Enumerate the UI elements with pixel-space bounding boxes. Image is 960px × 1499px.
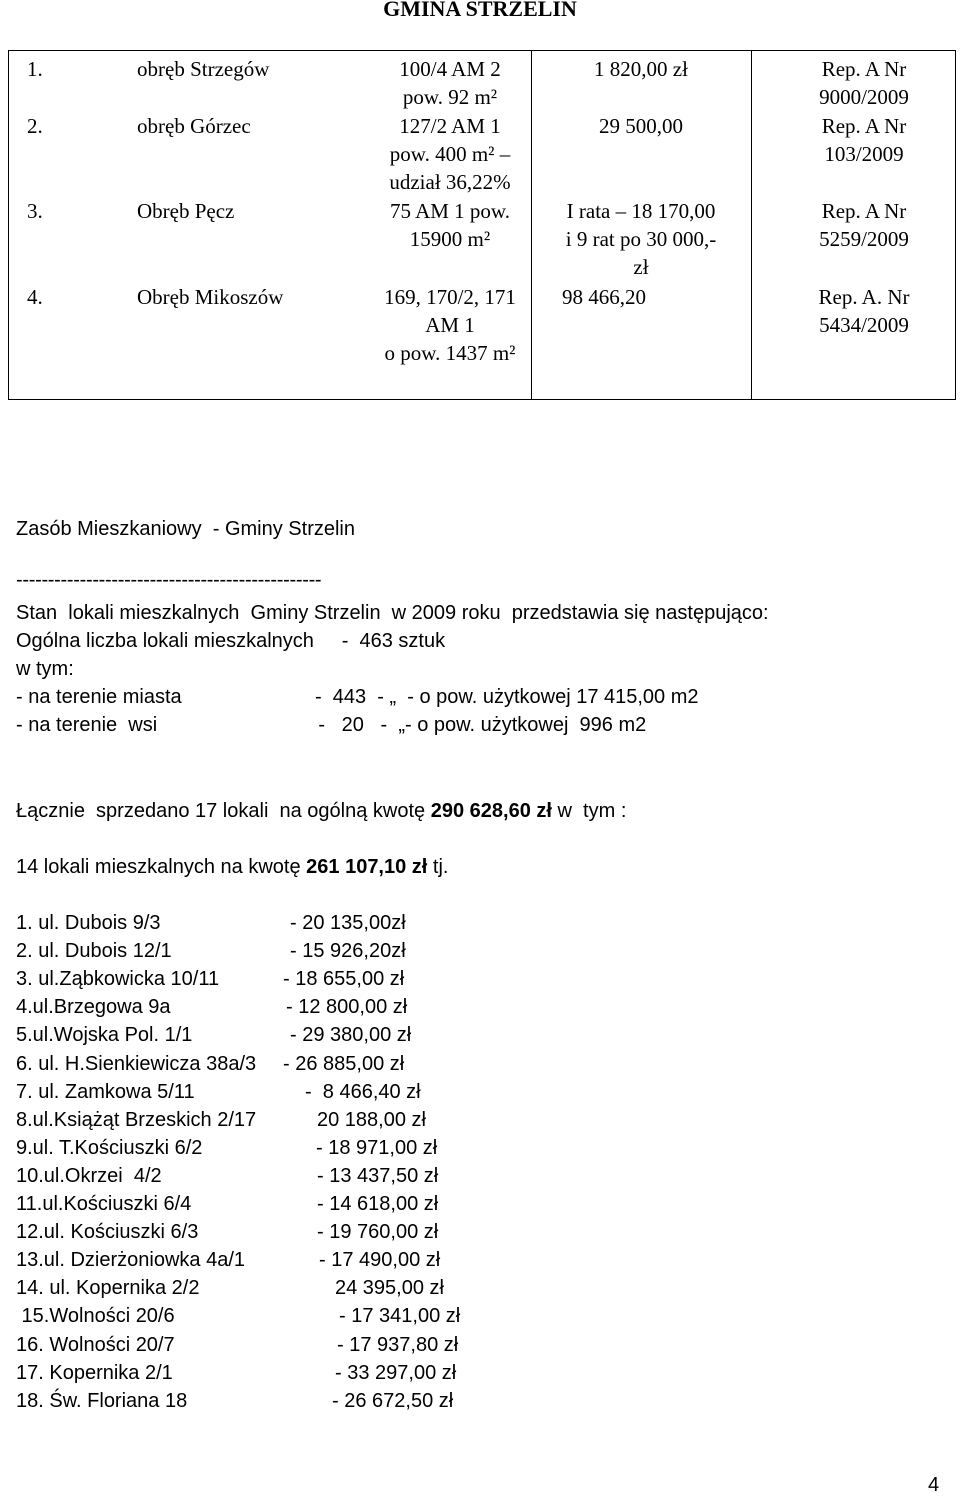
sale-item-amount: - 26 885,00 zł [283,1052,405,1075]
plot-line: pow. 400 m² – [389,142,511,166]
page-number: 4 [928,1474,940,1496]
table-divider [531,51,532,399]
row-number: 4. [27,285,43,309]
rep-line: Rep. A Nr [821,114,907,138]
sale-item-amount: - 19 760,00 zł [317,1221,439,1244]
place-name: Obręb Pęcz [137,199,235,223]
housing-text-line: Ogólna liczba lokali mieszkalnych - 463 sztuk [16,630,446,652]
plot-line: AM 1 [425,313,475,337]
sale-item-amount: - 8 466,40 zł [305,1080,421,1103]
sale-item-amount: - 29 380,00 zł [290,1024,412,1047]
row-number: 2. [27,114,43,138]
rep-line: Rep. A Nr [821,199,907,223]
sale-item-amount: - 26 672,50 zł [332,1389,454,1412]
sale-item-label: 16. Wolności 20/7 [16,1333,175,1356]
sale-item-label: 15.Wolności 20/6 [16,1305,175,1328]
price-line: 98 466,20 [562,285,646,309]
summary-text: w tym : [551,800,627,822]
housing-text-line: - na terenie miasta - 443 - „ - o pow. użytkowej 17 415,00 m2 [16,686,699,708]
housing-text-line: w tym: [16,658,74,680]
plot-line: pow. 92 m² [402,85,498,109]
sale-item-label: 17. Kopernika 2/1 [16,1361,173,1384]
sale-item-amount: - 18 655,00 zł [283,968,405,991]
document-title: GMINA STRZELIN [383,0,577,21]
flats-amount: 261 107,10 zł [306,856,428,878]
sale-item-amount: 20 188,00 zł [317,1108,426,1131]
plot-line: 75 AM 1 pow. [390,199,510,223]
price-line: I rata – 18 170,00 [566,199,716,223]
plot-line: o pow. 1437 m² [384,341,516,365]
summary-amount: 290 628,60 zł [430,800,552,822]
sale-item-amount: - 17 341,00 zł [339,1305,461,1328]
price-line: i 9 rat po 30 000,- [565,227,717,251]
sale-item-amount: - 15 926,20zł [290,940,406,963]
sale-item-label: 1. ul. Dubois 9/3 [16,912,161,934]
rep-line: 5259/2009 [819,227,909,251]
flats-text: tj. [427,856,449,878]
sale-item-label: 7. ul. Zamkowa 5/11 [16,1080,195,1103]
plot-line: 169, 170/2, 171 [384,285,516,309]
sale-item-label: 3. ul.Ząbkowicka 10/11 [16,968,220,991]
summary-text: Łącznie sprzedano 17 lokali na ogólną kwotę [16,800,431,822]
sale-item-amount: - 17 490,00 zł [319,1249,441,1272]
price-line: 29 500,00 [599,114,683,138]
price-line: 1 820,00 zł [594,57,688,81]
sale-item-label: 11.ul.Kościuszki 6/4 [16,1193,192,1215]
housing-text-line: Stan lokali mieszkalnych Gminy Strzelin w 2009 roku przedstawia się następująco: [16,602,769,624]
sale-item-label: 14. ul. Kopernika 2/2 [16,1277,200,1300]
sale-item-label: 12.ul. Kościuszki 6/3 [16,1221,199,1244]
sales-summary [16,797,626,825]
rep-line: Rep. A Nr [821,57,907,81]
price-line: zł [633,255,649,279]
place-name: obręb Górzec [137,114,251,138]
row-number: 1. [27,57,43,81]
sale-item-amount: - 13 437,50 zł [317,1164,439,1187]
flats-summary [16,853,448,881]
property-sales-table [8,50,956,400]
sale-item-amount: - 17 937,80 zł [337,1333,459,1356]
table-divider [751,51,752,399]
sale-item-amount: - 33 297,00 zł [335,1361,457,1384]
sale-item-amount: - 12 800,00 zł [286,996,408,1019]
row-number: 3. [27,199,43,223]
sale-item-label: 5.ul.Wojska Pol. 1/1 [16,1024,193,1047]
plot-line: 15900 m² [409,227,491,251]
sale-item-label: 4.ul.Brzegowa 9a [16,996,171,1019]
rep-line: 103/2009 [824,142,904,166]
plot-line: 127/2 AM 1 [399,114,501,138]
sale-item-label: 8.ul.Książąt Brzeskich 2/17 [16,1108,257,1131]
housing-heading: Zasób Mieszkaniowy - Gminy Strzelin [16,518,355,540]
flats-text: 14 lokali mieszkalnych na kwotę [16,856,307,878]
sale-item-amount: 24 395,00 zł [335,1277,444,1300]
sale-item-label: 2. ul. Dubois 12/1 [16,940,172,963]
separator-line: ------------------------------------------------ [16,569,322,591]
sale-item-amount: - 20 135,00zł [290,912,406,934]
place-name: obręb Strzegów [137,57,270,81]
rep-line: 9000/2009 [819,85,909,109]
sale-item-label: 13.ul. Dzierżoniowka 4a/1 [16,1249,246,1272]
plot-line: udział 36,22% [389,170,511,194]
sale-item-label: 9.ul. T.Kościuszki 6/2 [16,1136,203,1159]
sale-item-label: 18. Św. Floriana 18 [16,1389,188,1412]
plot-line: 100/4 AM 2 [399,57,501,81]
sale-item-label: 6. ul. H.Sienkiewicza 38a/3 [16,1052,257,1075]
rep-line: Rep. A. Nr [818,285,910,309]
sale-item-label: 10.ul.Okrzei 4/2 [16,1164,162,1187]
place-name: Obręb Mikoszów [137,285,284,309]
rep-line: 5434/2009 [819,313,909,337]
housing-text-line: - na terenie wsi - 20 - „- o pow. użytkowej 996 m2 [16,714,647,736]
sale-item-amount: - 14 618,00 zł [317,1193,439,1215]
sale-item-amount: - 18 971,00 zł [316,1136,438,1159]
